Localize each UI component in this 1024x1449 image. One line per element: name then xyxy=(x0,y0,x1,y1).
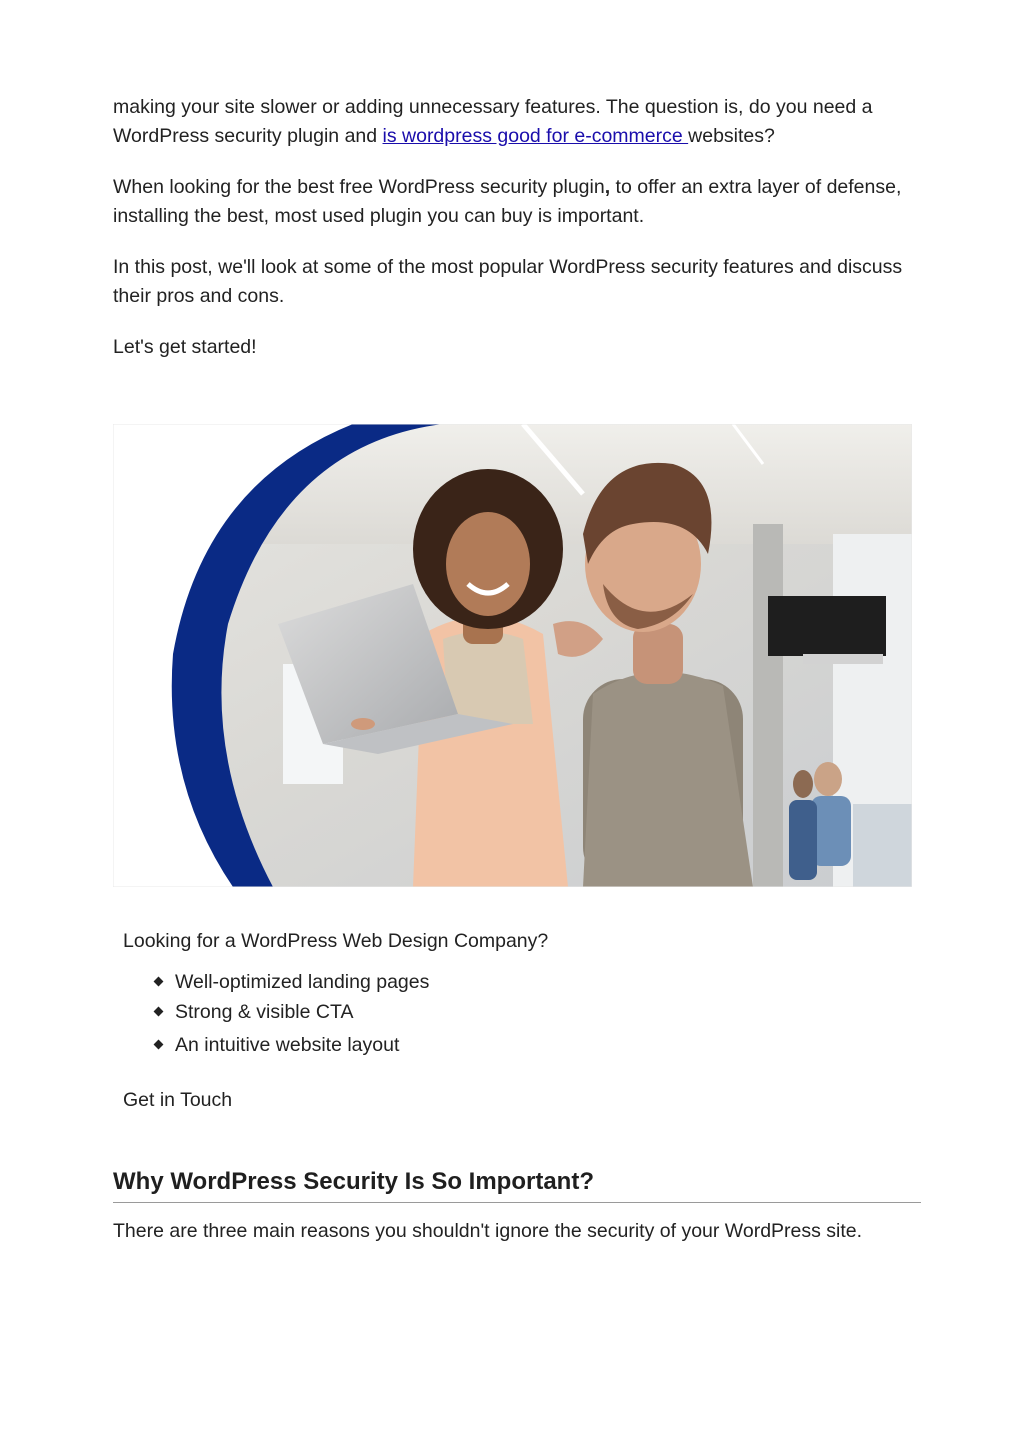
intro-text: making your site slower or adding unnecessary features. The question is, do you need a WordPress security plugin and xyxy=(113,96,873,147)
intro-text-end: websites? xyxy=(688,125,775,147)
list-item-label: Well-optimized landing pages xyxy=(175,971,430,993)
plugin-text-comma: , xyxy=(604,176,611,198)
post-overview-paragraph: In this post, we'll look at some of the most popular WordPress security features and discuss their pros and cons. xyxy=(113,256,903,307)
get-in-touch-link[interactable]: Get in Touch xyxy=(123,1089,233,1111)
diamond-bullet-icon xyxy=(154,1007,164,1017)
get-started-paragraph: Let's get started! xyxy=(113,336,257,358)
cta-box xyxy=(123,927,903,1060)
plugin-text-end: to offer an extra layer of defense, installing the best, most used plugin you can buy is important. xyxy=(113,176,902,227)
list-item xyxy=(151,967,903,997)
diamond-bullet-icon xyxy=(154,977,164,987)
cta-title: Looking for a WordPress Web Design Company? xyxy=(123,930,549,952)
plugin-paragraph xyxy=(113,173,933,231)
list-item xyxy=(151,997,903,1027)
list-item-label: An intuitive website layout xyxy=(175,1034,400,1056)
section-heading: Why WordPress Security Is So Important? xyxy=(113,1166,921,1203)
cta-feature-list xyxy=(123,967,903,1060)
intro-paragraph xyxy=(113,93,933,151)
section-paragraph: There are three main reasons you shouldn't ignore the security of your WordPress site. xyxy=(113,1220,863,1242)
plugin-text-start: When looking for the best free WordPress security plugin xyxy=(113,176,605,198)
ecommerce-link[interactable]: is wordpress good for e-commerce xyxy=(382,125,689,147)
diamond-bullet-icon xyxy=(154,1040,164,1050)
hero-photo xyxy=(113,424,912,887)
list-item-label: Strong & visible CTA xyxy=(175,1001,354,1023)
list-item xyxy=(151,1030,903,1060)
